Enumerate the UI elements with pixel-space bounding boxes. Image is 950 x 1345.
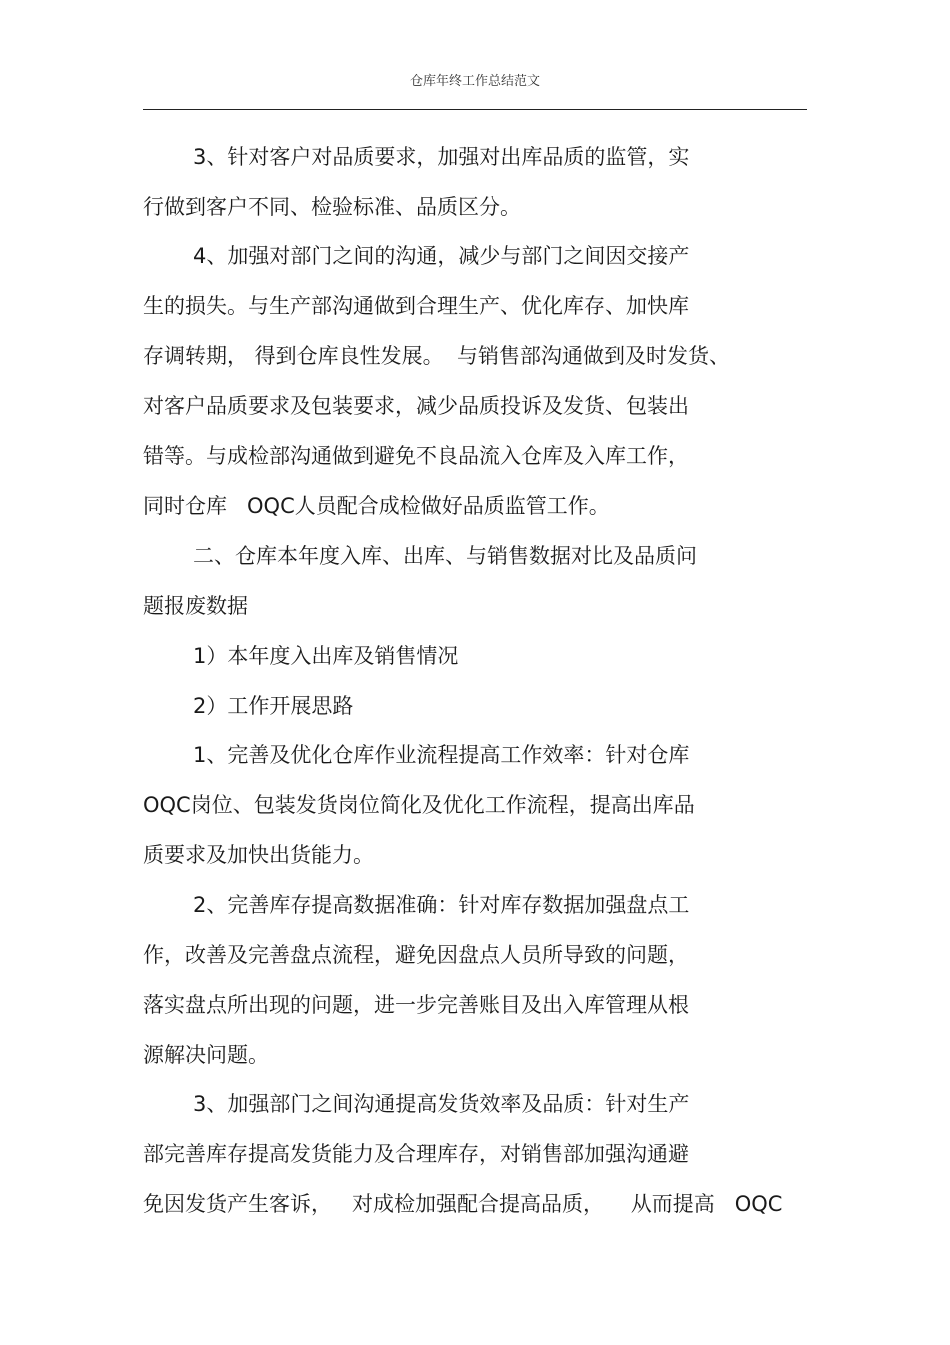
text-line: 源解决问题。 bbox=[143, 1043, 269, 1067]
text-line: 免因发货产生客诉， 对成检加强配合提高品质， 从而提高 OQC bbox=[143, 1192, 783, 1216]
page-header-title: 仓库年终工作总结范文 bbox=[409, 74, 540, 89]
text-line: 作，改善及完善盘点流程，避免因盘点人员所导致的问题， bbox=[143, 943, 689, 967]
text-line: 生的损失。与生产部沟通做到合理生产、优化库存、加快库 bbox=[143, 294, 689, 318]
text-line: 2、完善库存提高数据准确：针对库存数据加强盘点工 bbox=[193, 893, 690, 917]
text-line: 题报废数据 bbox=[143, 594, 248, 618]
text-line: 1、完善及优化仓库作业流程提高工作效率：针对仓库 bbox=[193, 743, 690, 767]
text-line: 1）本年度入出库及销售情况 bbox=[193, 644, 459, 668]
text-line: 错等。与成检部沟通做到避免不良品流入仓库及入库工作， bbox=[143, 444, 689, 468]
text-line: 二、仓库本年度入库、出库、与销售数据对比及品质问 bbox=[193, 544, 697, 568]
header-divider bbox=[143, 109, 807, 110]
text-line: OQC岗位、包装发货岗位简化及优化工作流程，提高出库品 bbox=[143, 793, 695, 817]
text-line: 4、加强对部门之间的沟通，减少与部门之间因交接产 bbox=[193, 244, 690, 268]
text-line: 质要求及加快出货能力。 bbox=[143, 843, 374, 867]
text-line: 存调转期， 得到仓库良性发展。 与销售部沟通做到及时发货、 bbox=[143, 344, 731, 368]
text-line: 同时仓库 OQC人员配合成检做好品质监管工作。 bbox=[143, 494, 610, 518]
text-line: 2）工作开展思路 bbox=[193, 694, 354, 718]
text-line: 行做到客户不同、检验标准、品质区分。 bbox=[143, 195, 521, 219]
text-line: 对客户品质要求及包装要求，减少品质投诉及发货、包装出 bbox=[143, 394, 689, 418]
text-line: 3、针对客户对品质要求，加强对出库品质的监管，实 bbox=[193, 145, 690, 169]
text-line: 落实盘点所出现的问题，进一步完善账目及出入库管理从根 bbox=[143, 993, 689, 1017]
text-line: 部完善库存提高发货能力及合理库存，对销售部加强沟通避 bbox=[143, 1142, 689, 1166]
text-line: 3、加强部门之间沟通提高发货效率及品质：针对生产 bbox=[193, 1092, 690, 1116]
